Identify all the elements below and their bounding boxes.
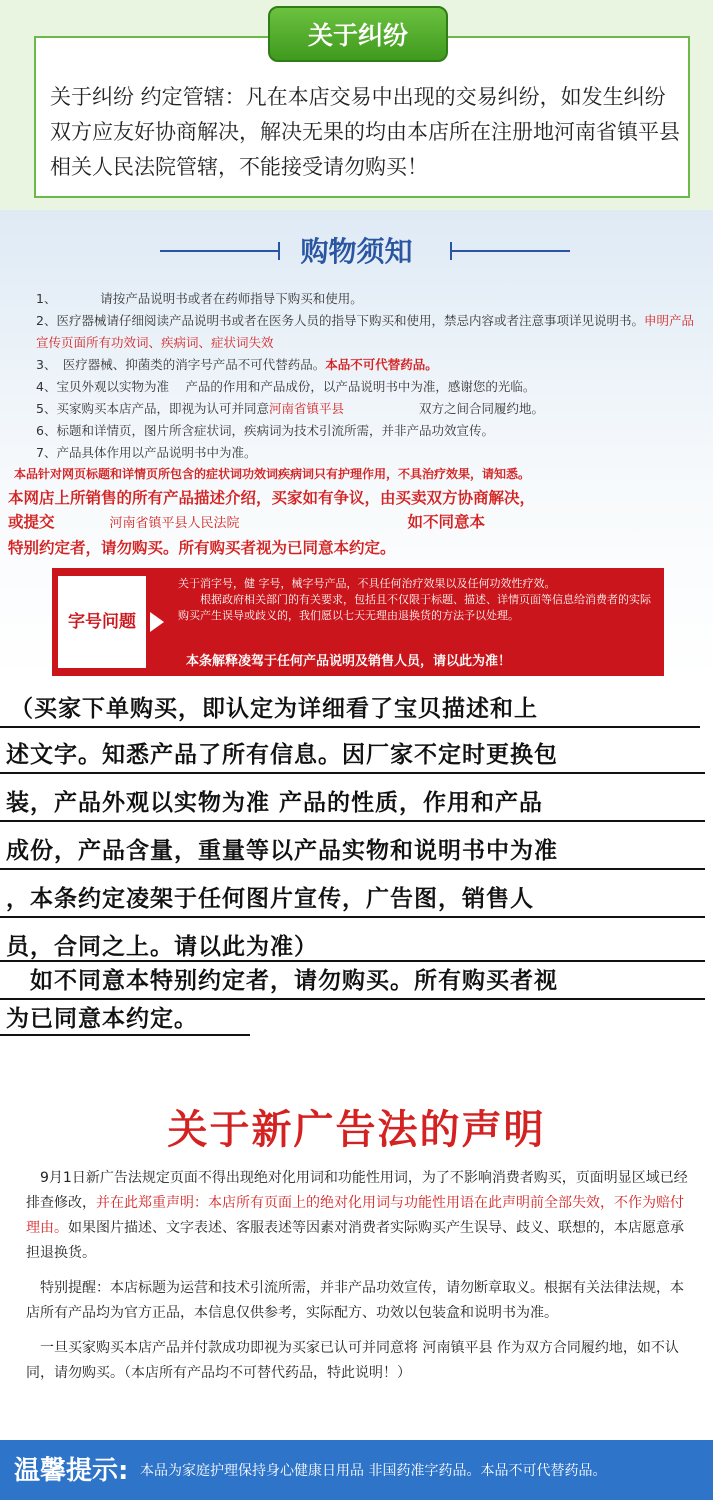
ad-law-title: 关于新广告法的声明 <box>167 1107 546 1153</box>
notice-line: 为已同意本约定。 <box>6 1006 198 1032</box>
ad-law-text: 9月1日新广告法规定页面不得出现绝对化用词和功能性用词，为了不影响消费者购买，页面明显区域已经排查修改， <box>26 1170 688 1211</box>
warning-line: 本品针对网页标题和详情页所包含的症状词功效词疾病词只有护理作用，不具治疗效果，请知悉。 <box>14 467 531 481</box>
dispute-section <box>0 0 713 210</box>
notice-rule <box>0 726 700 728</box>
footer-tip <box>0 1440 713 1500</box>
red-notice-line: 本网店上所销售的所有产品描述介绍，买家如有争议，由买卖双方协商解决， <box>8 489 536 507</box>
ad-law-red: 并在此郑重声明：本店所有页面上的绝对化用词与功能性用语在此声明前全部失效，不作为赔付理由。 <box>26 1195 684 1236</box>
dispute-badge: 关于纠纷 <box>268 6 448 62</box>
shopping-notice-section <box>0 210 713 680</box>
court-name: 河南省镇平县人民法院 <box>109 516 240 531</box>
list-item: 1、 请按产品说明书或者在药师指导下购买和使用。 <box>36 291 363 306</box>
red-notice-line: 特别约定者，请勿购买。所有购买者视为已同意本约定。 <box>8 539 396 557</box>
notice-line: 述文字。知悉产品了所有信息。因厂家不定时更换包 <box>6 742 558 768</box>
red-notice-text: 如不同意本 <box>407 513 486 531</box>
list-item-text: 3、 医疗器械、抑菌类的消字号产品不可代替药品。 <box>36 357 326 372</box>
banner-line: 根据政府相关部门的有关要求，包括且不仅限于标题、描述、详情页面等信息给消费者的实际购买产生误导或歧义的，我们愿以七天无理由退换货的方法予以处理。 <box>178 593 651 622</box>
notice-line: 如不同意本特别约定者，请勿购买。所有购买者视 <box>6 968 558 994</box>
list-item: 4、宝贝外观以实物为准 产品的作用和产品成份，以产品说明书中为准，感谢您的光临。 <box>36 379 536 394</box>
ad-law-paragraph: 一旦买家购买本店产品并付款成功即视为买家已认可并同意将 河南镇平县 作为双方合同履约地，如不认同，请勿购买。（本店所有产品均不可替代药品，特此说明！） <box>26 1340 679 1381</box>
notice-line: 成份，产品含量，重量等以产品实物和说明书中为准 <box>6 838 558 864</box>
notice-rule <box>0 820 705 822</box>
notice-rule <box>0 772 705 774</box>
red-notice <box>8 486 708 560</box>
list-item-red: 本品不可代替药品。 <box>325 357 438 372</box>
notice-line: 装，产品外观以实物为准 产品的性质，作用和产品 <box>6 790 544 816</box>
list-item: 6、标题和详情页，图片所含症状词，疾病词为技术引流所需，并非产品功效宣传。 <box>36 423 494 438</box>
list-item-red: 河南省镇平县 <box>268 401 344 416</box>
trademark-banner <box>52 568 664 676</box>
ad-law-paragraph: 特别提醒：本店标题为运营和技术引流所需，并非产品功效宣传，请勿断章取义。根据有关法律法规，本店所有产品均为官方正品，本信息仅供参考，实际配方、功效以包装盒和说明书为准。 <box>26 1280 684 1321</box>
banner-line: 关于消字号，健 字号，械字号产品，不具任何治疗效果以及任何功效性疗效。 <box>178 577 556 590</box>
notice-line: ，本条约定凌架于任何图片宣传，广告图，销售人 <box>6 886 534 912</box>
ad-law-paragraph <box>26 1166 696 1266</box>
footer-text: 本品为家庭护理保持身心健康日用品 非国药准字药品。本品不可代替药品。 <box>140 1463 607 1479</box>
list-item-red: 申明产品宣传页面所有功效词、疾病词、症状词失效 <box>36 313 694 350</box>
list-item <box>36 398 696 420</box>
list-item-text: 2、医疗器械请仔细阅读产品说明书或者在医务人员的指导下购买和使用，禁忌内容或者注意事项详见说明书。 <box>36 313 644 328</box>
notice-rule <box>0 1034 250 1036</box>
arrow-right-icon <box>150 612 164 632</box>
red-notice-text: 或提交 <box>8 513 55 531</box>
shopping-list <box>36 288 696 464</box>
shopping-title: 购物须知 <box>300 235 413 268</box>
notice-line: （买家下单购买，即认定为详细看了宝贝描述和上 <box>10 696 538 722</box>
list-item: 7、产品具体作用以产品说明书中为准。 <box>36 445 257 460</box>
banner-final: 本条解释凌驾于任何产品说明及销售人员，请以此为准！ <box>186 654 512 669</box>
notice-rule <box>0 916 705 918</box>
ad-law-text: 如果图片描述、文字表述、客服表述等因素对消费者实际购买产生误导、歧义、联想的，本店愿意承担退换货。 <box>26 1220 684 1261</box>
buyer-notice-section <box>0 682 713 1042</box>
footer-label: 温馨提示: <box>14 1456 129 1486</box>
list-item-text: 5、买家购买本店产品，即视为认可并同意 <box>36 401 269 416</box>
red-notice-line <box>8 510 708 536</box>
notice-rule <box>0 868 705 870</box>
list-item <box>36 310 696 354</box>
banner-text <box>178 576 658 624</box>
dispute-text: 关于纠纷 约定管辖：凡在本店交易中出现的交易纠纷，如发生纠纷双方应友好协商解决，解决无果的均由本店所在注册地河南省镇平县相关人民法院管辖，不能接受请勿购买！ <box>50 85 680 179</box>
banner-label: 字号问题 <box>58 576 146 668</box>
list-item <box>36 354 696 376</box>
list-item-text: 双方之间合同履约地。 <box>343 401 544 416</box>
ad-law-body <box>26 1166 696 1396</box>
notice-line: 员，合同之上。请以此为准） <box>6 934 318 960</box>
